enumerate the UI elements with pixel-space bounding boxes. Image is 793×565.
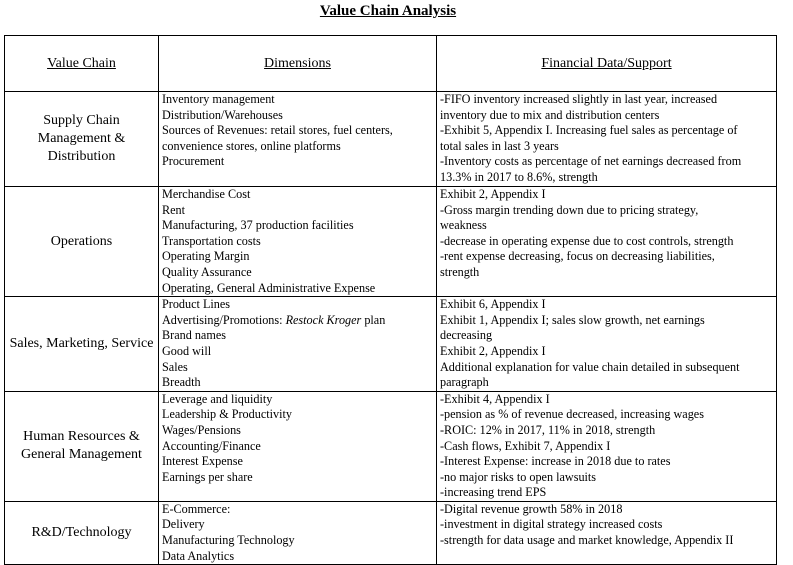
dimension-item: Interest Expense bbox=[162, 454, 243, 469]
dimension-item: Leadership & Productivity bbox=[162, 407, 292, 422]
financial-item: -Digital revenue growth 58% in 2018 bbox=[440, 501, 623, 516]
dimension-item: Merchandise Cost bbox=[162, 187, 251, 201]
value-chain-label: Supply Chain Management & Distribution bbox=[37, 113, 126, 164]
header-row bbox=[5, 36, 777, 92]
dimension-item: Manufacturing Technology bbox=[162, 533, 295, 548]
dimension-item: Operating, General Administrative Expense bbox=[162, 280, 376, 295]
dimension-item: E-Commerce: bbox=[162, 501, 231, 516]
financial-item: -Gross margin trending down due to pricing strategy, bbox=[440, 202, 699, 217]
dimension-item: Earnings per share bbox=[162, 469, 253, 484]
dimensions-cell bbox=[159, 501, 437, 564]
dimension-item bbox=[162, 313, 433, 329]
dimensions-cell bbox=[159, 391, 437, 501]
financial-item: Exhibit 1, Appendix I; sales slow growth, net earnings bbox=[440, 312, 705, 327]
dimension-item: Manufacturing, 37 production facilities bbox=[162, 218, 354, 233]
header-financial-data: Financial Data/Support bbox=[437, 36, 777, 92]
table-row bbox=[5, 187, 777, 297]
value-chain-label: R&D/Technology bbox=[31, 525, 132, 541]
financial-item: -Exhibit 5, Appendix I. Increasing fuel sales as percentage of bbox=[440, 123, 738, 138]
financial-item: -Interest Expense: increase in 2018 due to rates bbox=[440, 454, 671, 469]
dimension-item: Product Lines bbox=[162, 297, 231, 312]
dimension-item: convenience stores, online platforms bbox=[162, 138, 341, 153]
financial-item: -Cash flows, Exhibit 7, Appendix I bbox=[440, 438, 611, 453]
financial-item: total sales in last 3 years bbox=[440, 138, 559, 153]
page-title: Value Chain Analysis bbox=[319, 3, 457, 19]
table-row bbox=[5, 297, 777, 392]
dimensions-cell bbox=[159, 297, 437, 392]
financial-item: decreasing bbox=[440, 328, 493, 343]
financial-item: -pension as % of revenue decreased, increasing wages bbox=[440, 407, 704, 422]
value-chain-cell bbox=[5, 391, 159, 501]
financial-cell bbox=[437, 501, 777, 564]
value-chain-cell bbox=[5, 501, 159, 564]
financial-item: -Inventory costs as percentage of net earnings decreased from bbox=[440, 154, 742, 169]
financial-item: -decrease in operating expense due to cost controls, strength bbox=[440, 233, 734, 248]
financial-item: weakness bbox=[440, 218, 487, 233]
dimensions-cell bbox=[159, 92, 437, 187]
dimension-item-text: Advertising/Promotions: bbox=[162, 312, 286, 327]
financial-item: -FIFO inventory increased slightly in last year, increased bbox=[440, 92, 718, 106]
financial-item: 13.3% in 2017 to 8.6%, strength bbox=[440, 169, 598, 184]
dimension-item: Wages/Pensions bbox=[162, 422, 241, 437]
dimension-item: Breadth bbox=[162, 375, 201, 390]
financial-item: Exhibit 2, Appendix I bbox=[440, 187, 546, 201]
dimension-item: Data Analytics bbox=[162, 548, 235, 563]
dimension-item: Inventory management bbox=[162, 92, 275, 106]
financial-item: -strength for data usage and market knowledge, Appendix II bbox=[440, 533, 734, 548]
financial-cell bbox=[437, 92, 777, 187]
dimension-item: Quality Assurance bbox=[162, 264, 252, 279]
header-dimensions: Dimensions bbox=[159, 36, 437, 92]
value-chain-label: Sales, Marketing, Service bbox=[9, 335, 154, 351]
financial-item: Exhibit 2, Appendix I bbox=[440, 343, 546, 358]
value-chain-cell bbox=[5, 297, 159, 392]
dimension-item: Good will bbox=[162, 343, 212, 358]
dimension-item: Rent bbox=[162, 202, 186, 217]
financial-cell bbox=[437, 297, 777, 392]
dimension-item: Sales bbox=[162, 359, 188, 374]
value-chain-table bbox=[4, 35, 777, 565]
table-row bbox=[5, 391, 777, 501]
dimension-item-italic: Restock Kroger bbox=[285, 312, 362, 327]
table-row bbox=[5, 92, 777, 187]
financial-cell bbox=[437, 391, 777, 501]
table-row bbox=[5, 501, 777, 564]
dimension-item: Procurement bbox=[162, 154, 225, 169]
dimension-item: Operating Margin bbox=[162, 249, 250, 264]
financial-item: -increasing trend EPS bbox=[440, 485, 547, 500]
value-chain-label: Human Resources & General Management bbox=[21, 429, 142, 463]
financial-item: Additional explanation for value chain detailed in subsequent bbox=[440, 359, 740, 374]
dimension-item: Brand names bbox=[162, 328, 226, 343]
dimension-item: Leverage and liquidity bbox=[162, 391, 273, 406]
value-chain-label: Operations bbox=[50, 233, 113, 249]
dimensions-cell bbox=[159, 187, 437, 297]
header-value-chain: Value Chain bbox=[5, 36, 159, 92]
dimension-item: Accounting/Finance bbox=[162, 438, 261, 453]
financial-item: paragraph bbox=[440, 375, 489, 390]
dimension-item: Distribution/Warehouses bbox=[162, 107, 283, 122]
financial-item: -ROIC: 12% in 2017, 11% in 2018, strength bbox=[440, 422, 656, 437]
dimension-item-text: plan bbox=[361, 312, 386, 327]
financial-item: -investment in digital strategy increased costs bbox=[440, 517, 663, 532]
financial-item: -rent expense decreasing, focus on decreasing liabilities, bbox=[440, 249, 715, 264]
financial-item: -no major risks to open lawsuits bbox=[440, 469, 597, 484]
value-chain-cell bbox=[5, 92, 159, 187]
dimension-item: Sources of Revenues: retail stores, fuel centers, bbox=[162, 123, 393, 138]
financial-item: -Exhibit 4, Appendix I bbox=[440, 391, 550, 406]
dimension-item: Delivery bbox=[162, 517, 205, 532]
value-chain-cell bbox=[5, 187, 159, 297]
financial-cell bbox=[437, 187, 777, 297]
financial-item: Exhibit 6, Appendix I bbox=[440, 297, 546, 312]
dimension-item: Transportation costs bbox=[162, 233, 261, 248]
financial-item: strength bbox=[440, 264, 480, 279]
financial-item: inventory due to mix and distribution centers bbox=[440, 107, 660, 122]
